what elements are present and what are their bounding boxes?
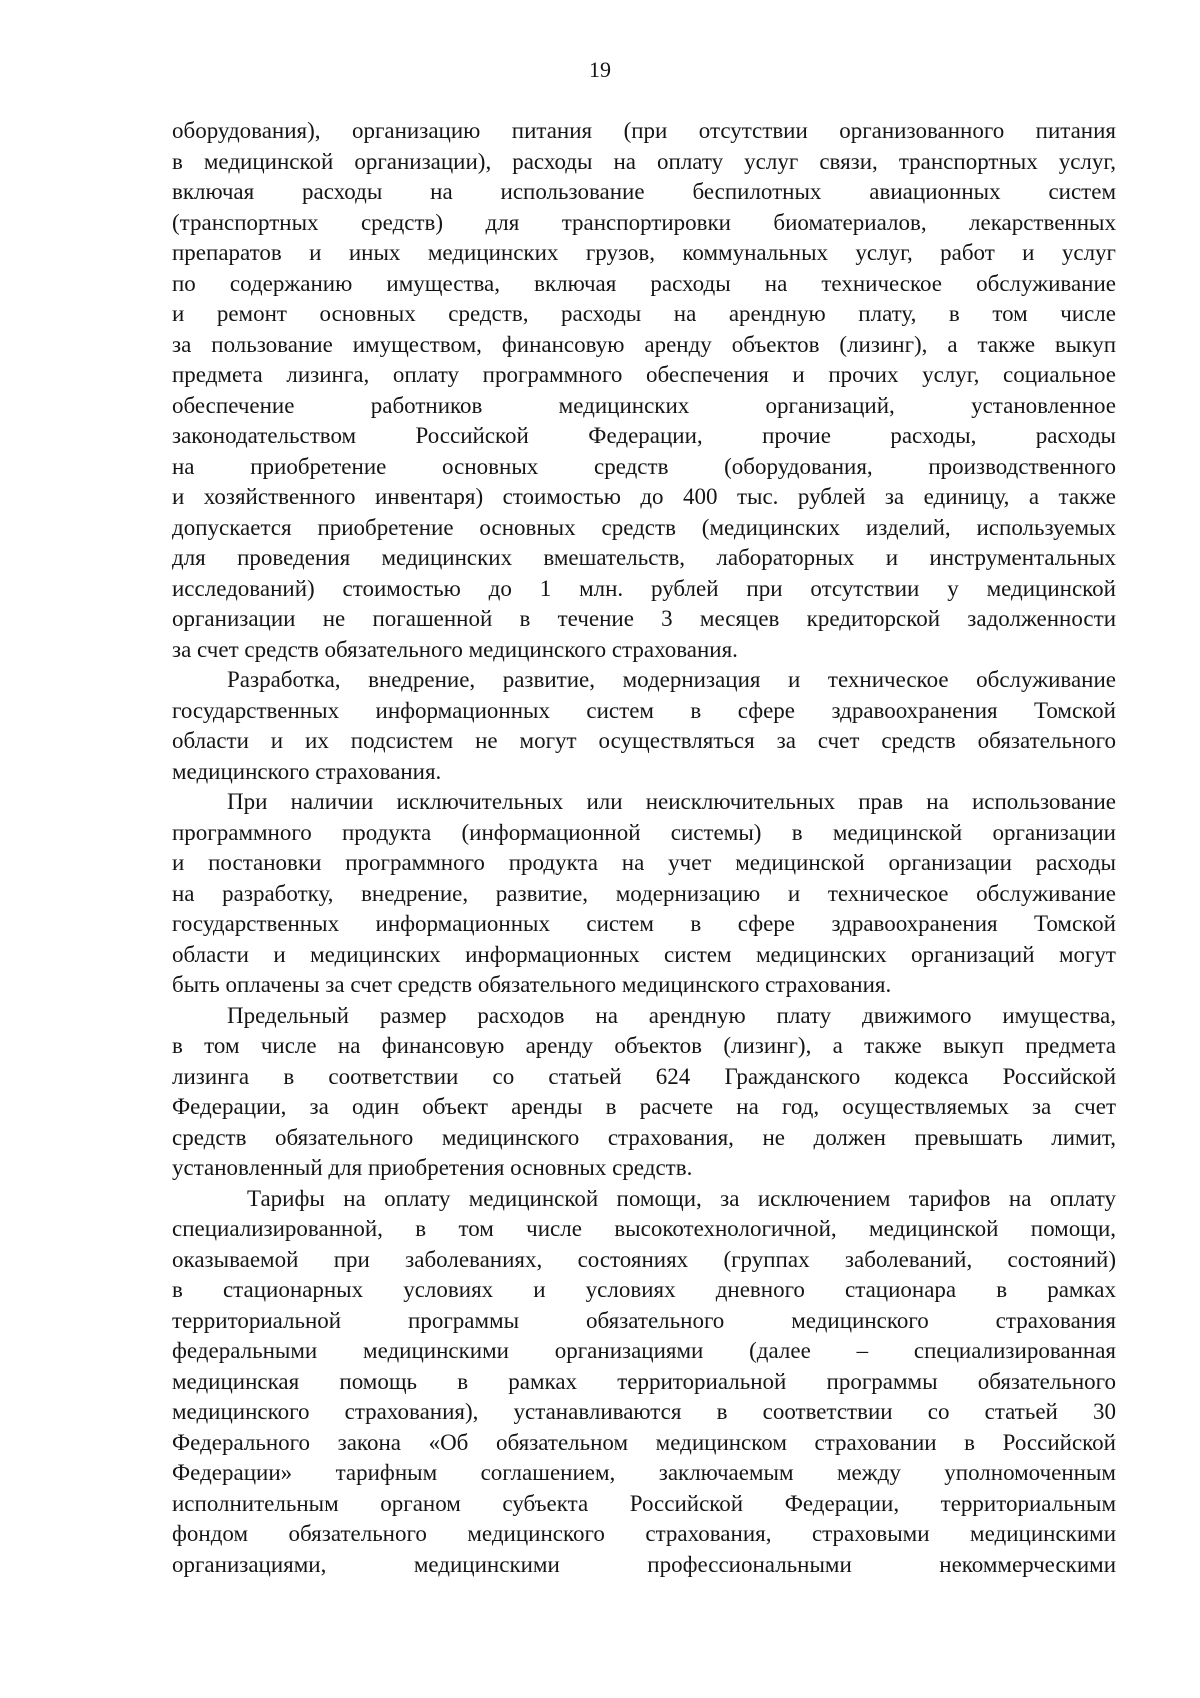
text-line: медицинского страхования), устанавливаются в соответствии со статьей 30 xyxy=(172,1399,1116,1424)
text-line: средств обязательного медицинского страхования, не должен превышать лимит, xyxy=(172,1124,1116,1150)
text-line: законодательством Российской Федерации, прочие расходы, расходы xyxy=(172,423,1116,448)
text-line: специализированной, в том числе высокотехнологичной, медицинской помощи, xyxy=(172,1216,1116,1241)
text-line: и ремонт основных средств, расходы на арендную плату, в том числе xyxy=(172,301,1116,326)
text-line: и хозяйственного инвентаря) стоимостью до 400 тыс. рублей за единицу, а также xyxy=(172,484,1116,509)
text-line: лизинга в соответствии со статьей 624 Гражданского кодекса Российской xyxy=(172,1063,1116,1089)
text-line: и постановки программного продукта на учет медицинской организации расходы xyxy=(172,850,1116,875)
text-line: Федерального закона «Об обязательном медицинском страховании в Российской xyxy=(172,1429,1116,1455)
text-line: федеральными медицинскими организациями (далее – специализированная xyxy=(172,1338,1116,1363)
text-line: на разработку, внедрение, развитие, модернизацию и техническое обслуживание xyxy=(172,880,1116,906)
text-line: обеспечение работников медицинских организаций, установленное xyxy=(172,392,1116,418)
text-line: на приобретение основных средств (оборудования, производственного xyxy=(172,453,1116,479)
text-line: государственных информационных систем в сфере здравоохранения Томской xyxy=(172,697,1116,723)
paragraph xyxy=(172,787,1116,1001)
text-line: фондом обязательного медицинского страхования, страховыми медицинскими xyxy=(172,1521,1116,1546)
text-line: исполнительным органом субъекта Российской Федерации, территориальным xyxy=(172,1490,1116,1516)
text-line: в том числе на финансовую аренду объектов (лизинг), а также выкуп предмета xyxy=(172,1033,1116,1058)
text-line: исследований) стоимостью до 1 млн. рублей при отсутствии у медицинской xyxy=(172,575,1116,601)
text-line: для проведения медицинских вмешательств, лабораторных и инструментальных xyxy=(172,545,1116,570)
text-line: за пользование имуществом, финансовую аренду объектов (лизинг), а также выкуп xyxy=(172,331,1116,357)
document-body xyxy=(172,116,1116,1580)
text-line: Федерации, за один объект аренды в расчете на год, осуществляемых за счет xyxy=(172,1094,1116,1119)
page-number: 19 xyxy=(589,57,611,82)
text-line: области и медицинских информационных систем медицинских организаций могут xyxy=(172,941,1116,967)
text-line: быть оплачены за счет средств обязательного медицинского страхования. xyxy=(172,972,892,997)
text-line: Тарифы на оплату медицинской помощи, за исключением тарифов на оплату xyxy=(247,1185,1116,1211)
text-line: области и их подсистем не могут осуществляться за счет средств обязательного xyxy=(172,728,1116,753)
text-line: Предельный размер расходов на арендную плату движимого имущества, xyxy=(227,1002,1116,1028)
text-line: государственных информационных систем в сфере здравоохранения Томской xyxy=(172,911,1116,936)
text-line: Федерации» тарифным соглашением, заключаемым между уполномоченным xyxy=(172,1460,1116,1485)
text-line: оказываемой при заболеваниях, состояниях (группах заболеваний, состояний) xyxy=(172,1246,1116,1272)
text-line: организации не погашенной в течение 3 месяцев кредиторской задолженности xyxy=(172,606,1116,631)
text-line: препаратов и иных медицинских грузов, коммунальных услуг, работ и услуг xyxy=(172,240,1116,265)
text-line: по содержанию имущества, включая расходы на техническое обслуживание xyxy=(172,270,1116,296)
paragraph xyxy=(172,116,1116,665)
text-line: (транспортных средств) для транспортировки биоматериалов, лекарственных xyxy=(172,209,1116,235)
text-line: программного продукта (информационной системы) в медицинской организации xyxy=(172,819,1116,845)
paragraph xyxy=(172,665,1116,787)
text-line: организациями, медицинскими профессиональными некоммерческими xyxy=(172,1551,1116,1577)
text-line: допускается приобретение основных средств (медицинских изделий, используемых xyxy=(172,514,1116,540)
text-line: в медицинской организации), расходы на оплату услуг связи, транспортных услуг, xyxy=(172,148,1116,174)
text-line: территориальной программы обязательного медицинского страхования xyxy=(172,1307,1116,1333)
text-line: за счет средств обязательного медицинского страхования. xyxy=(172,636,738,662)
paragraph xyxy=(172,1001,1116,1184)
text-line: оборудования), организацию питания (при отсутствии организованного питания xyxy=(172,118,1116,143)
text-line: установленный для приобретения основных средств. xyxy=(172,1155,693,1180)
paragraph xyxy=(172,1184,1116,1581)
text-line: При наличии исключительных или неисключительных прав на использование xyxy=(227,789,1116,814)
text-line: в стационарных условиях и условиях дневного стационара в рамках xyxy=(172,1277,1116,1302)
text-line: медицинская помощь в рамках территориальной программы обязательного xyxy=(172,1368,1116,1394)
text-line: медицинского страхования. xyxy=(172,758,442,784)
text-line: Разработка, внедрение, развитие, модернизация и техническое обслуживание xyxy=(227,667,1116,692)
text-line: включая расходы на использование беспилотных авиационных систем xyxy=(172,179,1116,204)
text-line: предмета лизинга, оплату программного обеспечения и прочих услуг, социальное xyxy=(172,362,1116,387)
